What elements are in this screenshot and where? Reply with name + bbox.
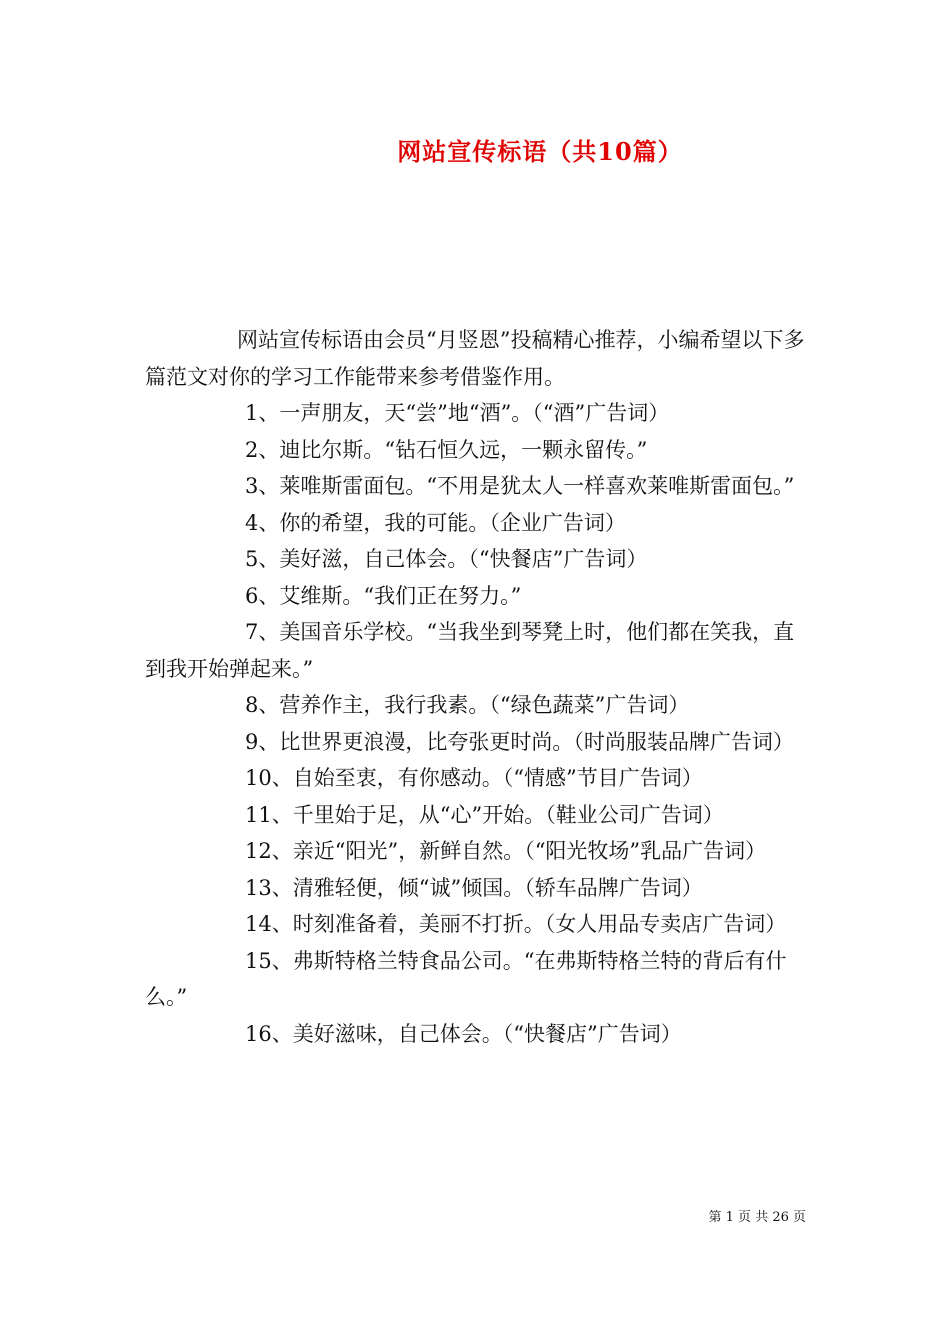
document-body	[145, 322, 813, 1052]
list-item: 3、莱唯斯雷面包。“不用是犹太人一样喜欢莱唯斯雷面包。”	[245, 474, 795, 498]
list-item: 11、千里始于足，从“心”开始。（鞋业公司广告词）	[245, 802, 724, 827]
list-item: 1、一声朋友，天“尝”地“酒”。（“酒”广告词）	[245, 401, 670, 425]
page-title: 网站宣传标语（共10篇）	[397, 137, 683, 166]
list-item: 15、弗斯特格兰特食品公司。“在弗斯特格兰特的背后有什么。”	[145, 948, 787, 1009]
list-item: 14、时刻准备着，美丽不打折。（女人用品专卖店广告词）	[245, 912, 787, 936]
list-item: 8、营养作主，我行我素。（“绿色蔬菜”广告词）	[245, 693, 690, 717]
intro-paragraph: 网站宣传标语由会员“月竖恩”投稿精心推荐，小编希望以下多篇范文对你的学习工作能带来参考借鉴作用。	[145, 328, 805, 389]
list-item: 6、艾维斯。“我们正在努力。”	[245, 583, 522, 608]
page-number-footer: 第 1 页 共 26 页	[708, 1210, 806, 1225]
list-item: 5、美好滋，自己体会。（“快餐店”广告词）	[245, 547, 648, 571]
list-item: 4、你的希望，我的可能。（企业广告词）	[245, 510, 626, 535]
list-item: 7、美国音乐学校。“当我坐到琴凳上时，他们都在笑我，直到我开始弹起来。”	[145, 620, 795, 681]
list-item: 13、清雅轻便，倾“诚”倾国。（轿车品牌广告词）	[245, 875, 703, 900]
list-item: 2、迪比尔斯。“钻石恒久远，一颗永留传。”	[245, 437, 648, 462]
list-item: 16、美好滋味，自己体会。（“快餐店”广告词）	[245, 1021, 682, 1046]
list-item: 10、自始至衷，有你感动。（“情感”节目广告词）	[245, 766, 703, 790]
list-item: 12、亲近“阳光”，新鲜自然。（“阳光牧场”乳品广告词）	[245, 839, 767, 863]
list-item: 9、比世界更浪漫，比夸张更时尚。（时尚服装品牌广告词）	[245, 729, 794, 754]
